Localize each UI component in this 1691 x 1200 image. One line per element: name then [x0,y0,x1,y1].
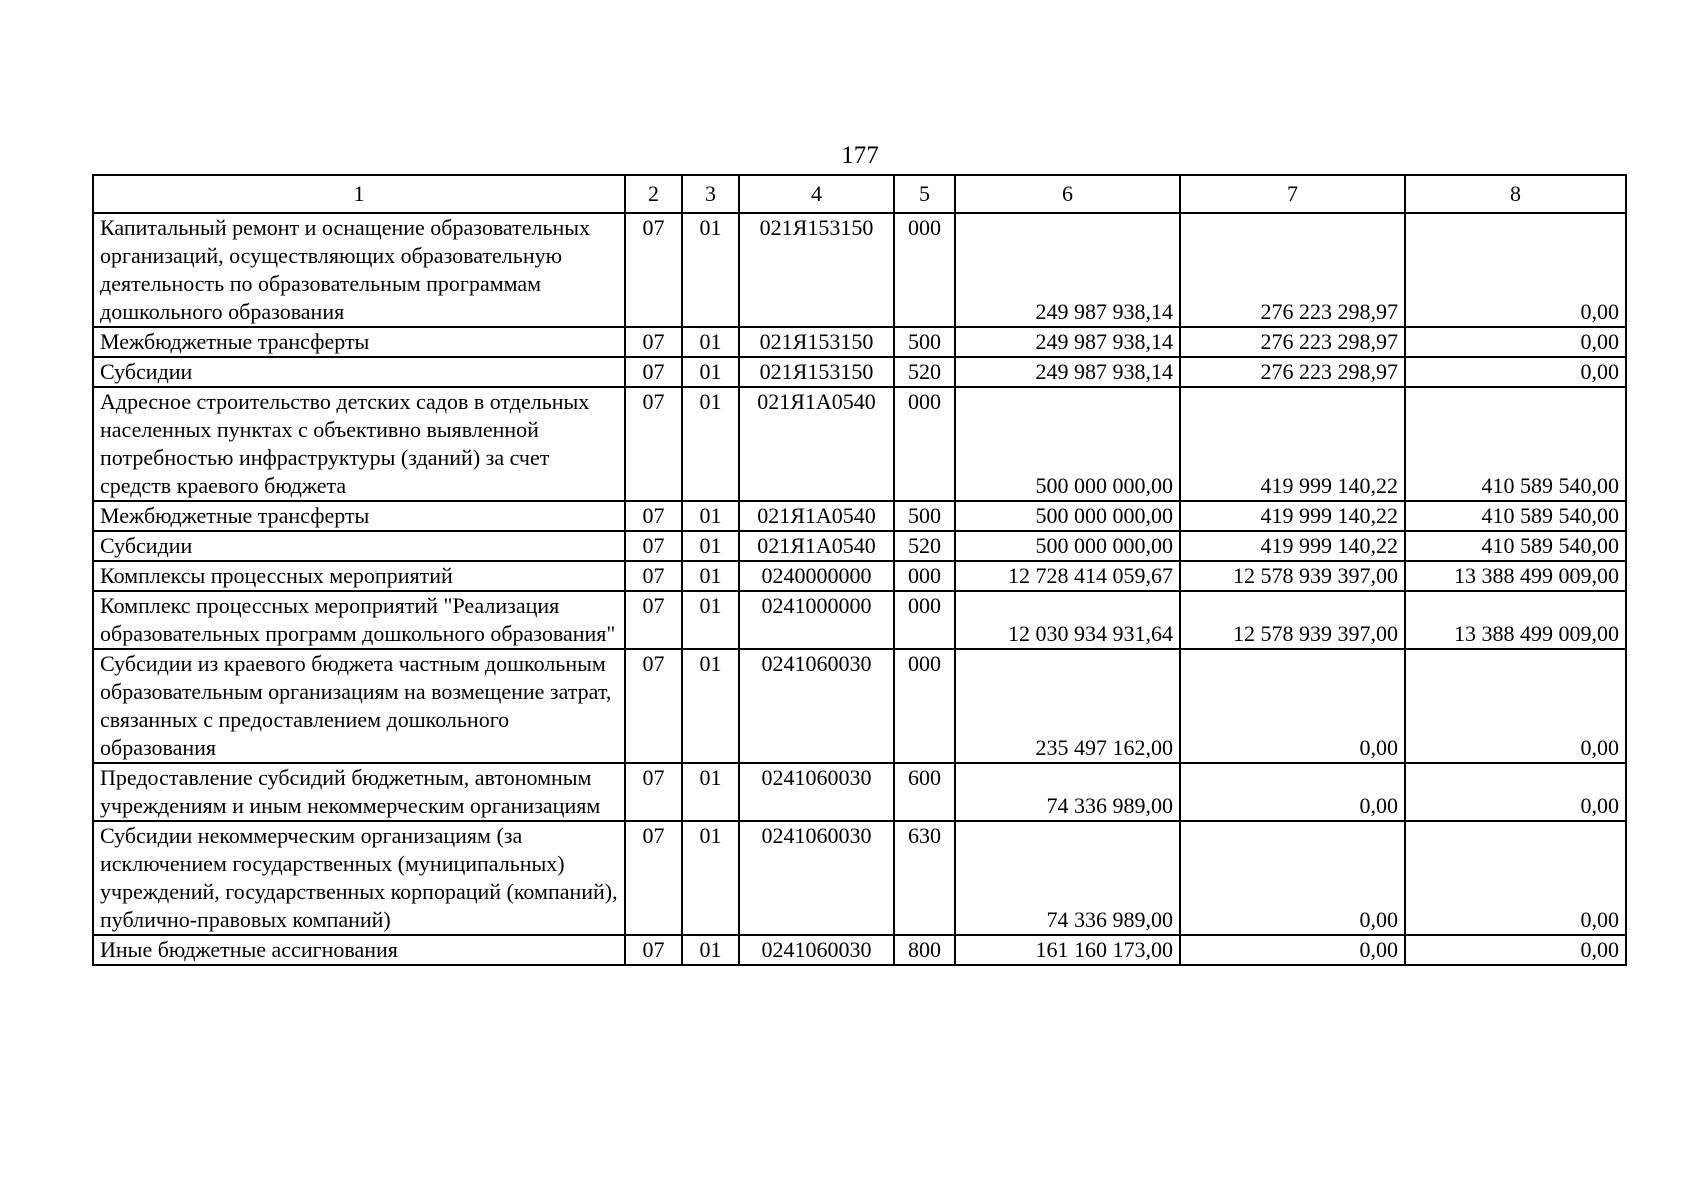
row-name: Адресное строительство детских садов в отдельных населенных пунктах с объективно выявленной потребностью инфраструктуры (зданий) за счет средств краевого бюджета [93,387,625,501]
amount-col-6: 74 336 989,00 [955,821,1180,935]
expense-type-code: 000 [894,561,955,591]
subsection-code: 01 [682,531,739,561]
subsection-code: 01 [682,357,739,387]
header-cell: 8 [1405,175,1626,213]
target-article-code: 021Я153150 [739,327,894,357]
target-article-code: 0241060030 [739,935,894,965]
row-name: Субсидии [93,531,625,561]
amount-col-7: 0,00 [1180,649,1405,763]
expense-type-code: 520 [894,531,955,561]
section-code: 07 [625,327,682,357]
amount-col-8: 0,00 [1405,763,1626,821]
table-row [93,935,1626,965]
row-name: Субсидии [93,357,625,387]
amount-col-8: 410 589 540,00 [1405,387,1626,501]
subsection-code: 01 [682,821,739,935]
expense-type-code: 600 [894,763,955,821]
amount-col-7: 276 223 298,97 [1180,357,1405,387]
section-code: 07 [625,357,682,387]
table-row [93,821,1626,935]
section-code: 07 [625,763,682,821]
amount-col-8: 410 589 540,00 [1405,501,1626,531]
table-row [93,561,1626,591]
row-name: Предоставление субсидий бюджетным, автономным учреждениям и иным некоммерческим организациям [93,763,625,821]
amount-col-7: 0,00 [1180,935,1405,965]
subsection-code: 01 [682,591,739,649]
target-article-code: 0240000000 [739,561,894,591]
table-row [93,387,1626,501]
page-number: 177 [841,142,879,169]
amount-col-8: 0,00 [1405,213,1626,327]
amount-col-7: 419 999 140,22 [1180,501,1405,531]
amount-col-8: 0,00 [1405,649,1626,763]
amount-col-7: 12 578 939 397,00 [1180,591,1405,649]
table-row [93,649,1626,763]
expense-type-code: 500 [894,501,955,531]
subsection-code: 01 [682,327,739,357]
amount-col-8: 0,00 [1405,935,1626,965]
table-row [93,591,1626,649]
section-code: 07 [625,935,682,965]
table-row [93,501,1626,531]
amount-col-6: 161 160 173,00 [955,935,1180,965]
amount-col-7: 0,00 [1180,763,1405,821]
section-code: 07 [625,387,682,501]
amount-col-8: 0,00 [1405,327,1626,357]
amount-col-7: 12 578 939 397,00 [1180,561,1405,591]
table-row [93,763,1626,821]
expense-type-code: 000 [894,213,955,327]
table-row [93,357,1626,387]
section-code: 07 [625,591,682,649]
table-row [93,213,1626,327]
amount-col-6: 12 728 414 059,67 [955,561,1180,591]
row-name: Капитальный ремонт и оснащение образовательных организаций, осуществляющих образовательную деятельность по образовательным программам дошкольного образования [93,213,625,327]
amount-col-6: 12 030 934 931,64 [955,591,1180,649]
target-article-code: 021Я153150 [739,213,894,327]
expense-type-code: 500 [894,327,955,357]
row-name: Субсидии из краевого бюджета частным дошкольным образовательным организациям на возмещение затрат, связанных с предоставлением дошкольного образования [93,649,625,763]
header-cell: 4 [739,175,894,213]
row-name: Иные бюджетные ассигнования [93,935,625,965]
amount-col-8: 0,00 [1405,821,1626,935]
amount-col-7: 0,00 [1180,821,1405,935]
section-code: 07 [625,821,682,935]
amount-col-6: 500 000 000,00 [955,387,1180,501]
row-name: Межбюджетные трансферты [93,327,625,357]
target-article-code: 0241060030 [739,649,894,763]
section-code: 07 [625,501,682,531]
header-cell: 6 [955,175,1180,213]
header-row [93,175,1626,213]
header-cell: 3 [682,175,739,213]
expense-type-code: 000 [894,387,955,501]
row-name: Субсидии некоммерческим организациям (за исключением государственных (муниципальных) учреждений, государственных корпораций (компаний), публично-правовых компаний) [93,821,625,935]
row-name: Комплексы процессных мероприятий [93,561,625,591]
amount-col-6: 500 000 000,00 [955,501,1180,531]
target-article-code: 0241060030 [739,763,894,821]
header-cell: 7 [1180,175,1405,213]
amount-col-7: 419 999 140,22 [1180,387,1405,501]
target-article-code: 021Я153150 [739,357,894,387]
expense-type-code: 520 [894,357,955,387]
amount-col-7: 276 223 298,97 [1180,327,1405,357]
header-cell: 5 [894,175,955,213]
subsection-code: 01 [682,935,739,965]
amount-col-6: 74 336 989,00 [955,763,1180,821]
subsection-code: 01 [682,387,739,501]
subsection-code: 01 [682,213,739,327]
amount-col-8: 410 589 540,00 [1405,531,1626,561]
section-code: 07 [625,561,682,591]
target-article-code: 0241000000 [739,591,894,649]
section-code: 07 [625,531,682,561]
table-row [93,531,1626,561]
target-article-code: 0241060030 [739,821,894,935]
amount-col-6: 249 987 938,14 [955,327,1180,357]
amount-col-6: 500 000 000,00 [955,531,1180,561]
subsection-code: 01 [682,561,739,591]
amount-col-6: 235 497 162,00 [955,649,1180,763]
section-code: 07 [625,649,682,763]
expense-type-code: 000 [894,649,955,763]
amount-col-6: 249 987 938,14 [955,357,1180,387]
target-article-code: 021Я1А0540 [739,501,894,531]
target-article-code: 021Я1А0540 [739,387,894,501]
subsection-code: 01 [682,501,739,531]
amount-col-8: 13 388 499 009,00 [1405,591,1626,649]
table-row [93,327,1626,357]
budget-table [92,174,1627,966]
row-name: Межбюджетные трансферты [93,501,625,531]
header-cell: 2 [625,175,682,213]
section-code: 07 [625,213,682,327]
amount-col-8: 0,00 [1405,357,1626,387]
amount-col-8: 13 388 499 009,00 [1405,561,1626,591]
row-name: Комплекс процессных мероприятий "Реализация образовательных программ дошкольного образования" [93,591,625,649]
subsection-code: 01 [682,649,739,763]
amount-col-6: 249 987 938,14 [955,213,1180,327]
amount-col-7: 276 223 298,97 [1180,213,1405,327]
expense-type-code: 000 [894,591,955,649]
expense-type-code: 630 [894,821,955,935]
target-article-code: 021Я1А0540 [739,531,894,561]
amount-col-7: 419 999 140,22 [1180,531,1405,561]
subsection-code: 01 [682,763,739,821]
expense-type-code: 800 [894,935,955,965]
header-cell: 1 [93,175,625,213]
